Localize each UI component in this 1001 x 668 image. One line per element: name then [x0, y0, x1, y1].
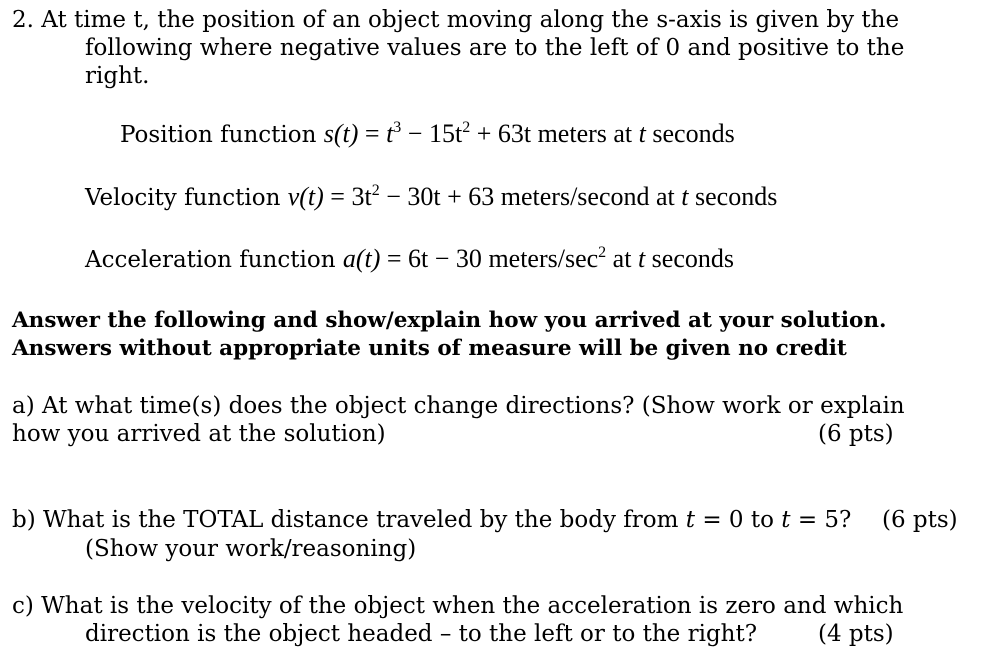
acceleration-eq: = — [386, 244, 402, 273]
question-b-t1: t — [685, 507, 695, 533]
position-function — [120, 120, 735, 149]
velocity-term-a: 3t — [351, 182, 372, 211]
position-formula — [324, 119, 735, 148]
acceleration-at: at — [612, 244, 632, 273]
position-eq: = — [364, 119, 380, 148]
acceleration-formula — [343, 244, 734, 273]
position-units: meters at — [537, 119, 633, 148]
question-a-points: (6 pts) — [818, 421, 894, 447]
question-b-line-2: (Show your work/reasoning) — [85, 536, 417, 562]
velocity-lhs: v(t) — [287, 182, 324, 211]
velocity-units: meters/second at — [500, 182, 675, 211]
instructions-line-1: Answer the following and show/explain how you arrived at your solution. — [12, 308, 887, 333]
acceleration-label: Acceleration function — [85, 247, 336, 273]
velocity-label: Velocity function — [85, 185, 281, 211]
velocity-suffix: seconds — [695, 182, 778, 211]
problem-intro-line-3: right. — [85, 63, 150, 89]
problem-intro-line-1 — [12, 6, 899, 34]
position-suffix: seconds — [652, 119, 735, 148]
question-b-line-1 — [12, 506, 851, 534]
acceleration-units: meters/sec — [488, 244, 599, 273]
position-term-b-exp: 2 — [462, 119, 471, 136]
position-var: t — [638, 119, 646, 148]
question-b-t2: t — [781, 507, 791, 533]
position-term-a-exp: 3 — [393, 119, 402, 136]
question-b-eq2: = 5? — [797, 507, 852, 533]
problem-intro-line-2: following where negative values are to the left of 0 and positive to the — [85, 35, 905, 61]
velocity-term-a-exp: 2 — [371, 182, 380, 199]
position-label: Position function — [120, 122, 317, 148]
velocity-term-b: − 30t + 63 — [386, 182, 495, 211]
position-term-b: − 15t — [407, 119, 463, 148]
acceleration-var: t — [637, 244, 646, 273]
question-b-eq1: = 0 to — [702, 507, 774, 533]
velocity-function — [85, 183, 777, 212]
position-term-c: + 63t — [476, 119, 532, 148]
acceleration-term-a: 6t − 30 — [408, 244, 482, 273]
question-a-line-1: a) At what time(s) does the object change directions? (Show work or explain — [12, 393, 905, 419]
velocity-var: t — [681, 182, 689, 211]
acceleration-units-exp: 2 — [598, 244, 607, 261]
question-c-line-1: c) What is the velocity of the object when the acceleration is zero and which — [12, 593, 904, 619]
position-lhs: s(t) — [323, 119, 359, 148]
instructions-line-2: Answers without appropriate units of measure will be given no credit — [12, 336, 847, 361]
acceleration-suffix: seconds — [651, 244, 734, 273]
question-c-line-2: direction is the object headed – to the left or to the right? — [85, 621, 758, 647]
acceleration-lhs: a(t) — [342, 244, 381, 273]
problem-intro-text-1: At time t, the position of an object moving along the s-axis is given by the — [41, 7, 900, 33]
question-b-text: b) What is the TOTAL distance traveled by the body from — [12, 507, 679, 533]
position-term-a: t — [386, 119, 394, 148]
question-b-points: (6 pts) — [882, 507, 958, 533]
problem-number: 2. — [12, 7, 34, 33]
question-c-points: (4 pts) — [818, 621, 894, 647]
velocity-formula — [288, 182, 778, 211]
question-a-line-2: how you arrived at the solution) — [12, 421, 386, 447]
velocity-eq: = — [330, 182, 345, 211]
acceleration-function — [85, 245, 734, 274]
